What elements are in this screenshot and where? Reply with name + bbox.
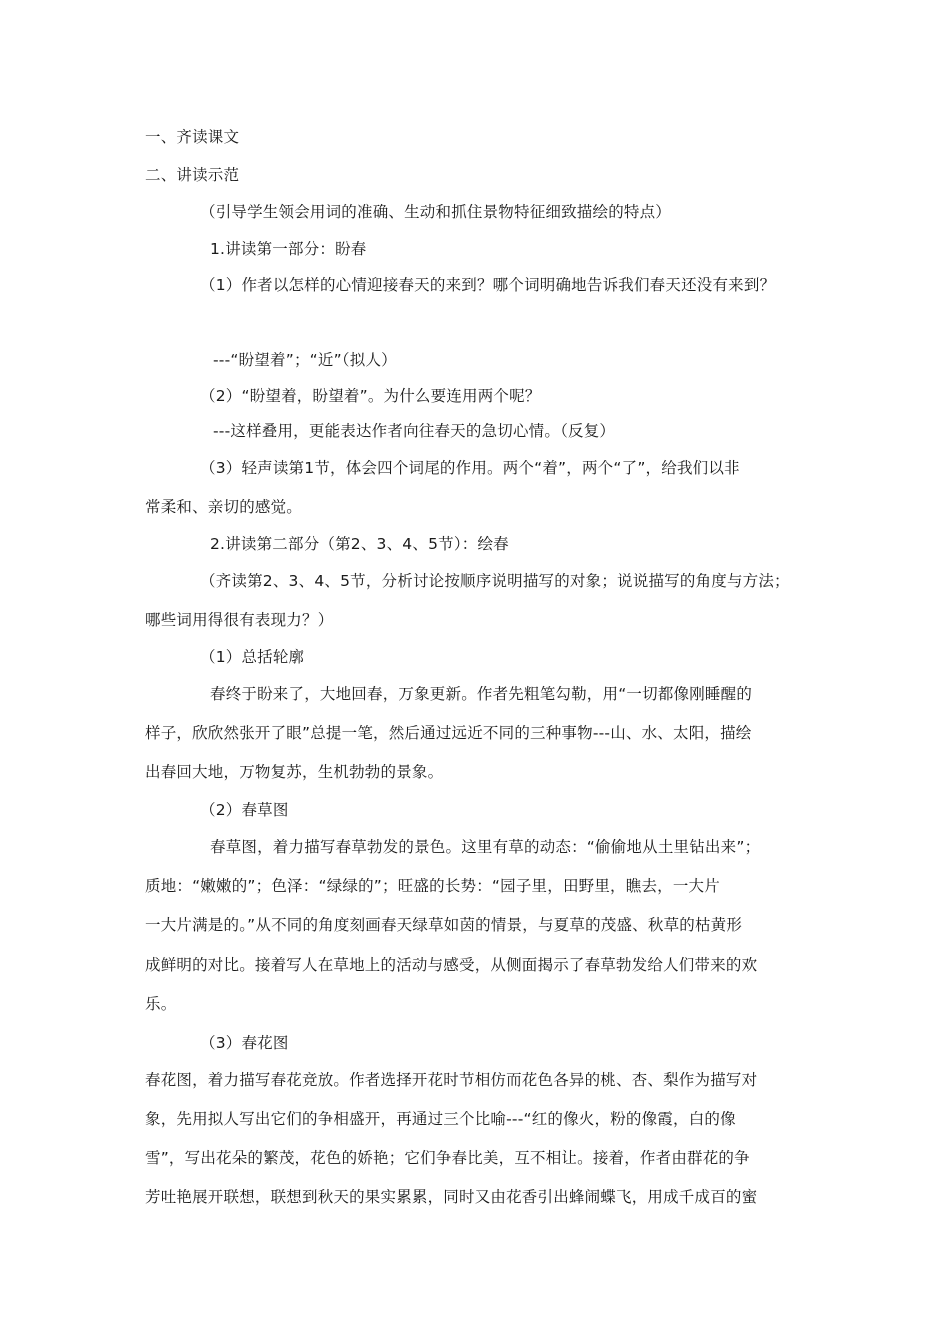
flowers-para-line-2: 象，先用拟人写出它们的争相盛开，再通过三个比喻---“红的像火，粉的像霞，白的像 (145, 1110, 736, 1128)
overview-para-line-2: 样子，欣欣然张开了眼”总提一笔，然后通过远近不同的三种事物---山、水、太阳，描绘 (145, 724, 752, 742)
flowers-para-line-1: 春花图，着力描写春花竞放。作者选择开花时节相仿而花色各异的桃、杏、梨作为描写对 (145, 1071, 758, 1089)
overview-para-line-1: 春终于盼来了，大地回春，万象更新。作者先粗笔勾勒，用“一切都像刚睡醒的 (210, 685, 753, 703)
answer-2: ---这样叠用，更能表达作者向往春天的急切心情。（反复） (213, 422, 616, 440)
section-grass-heading: （2）春草图 (200, 801, 289, 819)
grass-para-line-5: 乐。 (145, 995, 177, 1013)
part-one-heading: 1.讲读第一部分：盼春 (210, 240, 367, 258)
part-two-note-line-1: （齐读第2、3、4、5节，分析讨论按顺序说明描写的对象；说说描写的角度与方法； (200, 572, 790, 590)
grass-para-line-2: 质地：“嫩嫩的”；色泽：“绿绿的”；旺盛的长势：“园子里，田野里，瞧去，一大片 (145, 877, 720, 895)
section-flowers-heading: （3）春花图 (200, 1034, 289, 1052)
part-two-note-line-2: 哪些词用得很有表现力？） (145, 611, 334, 629)
flowers-para-line-4: 芳吐艳展开联想，联想到秋天的果实累累，同时又由花香引出蜂闹蝶飞，用成千成百的蜜 (145, 1188, 758, 1206)
section-overview-heading: （1）总括轮廓 (200, 648, 305, 666)
question-3-line-1: （3）轻声读第1节，体会四个词尾的作用。两个“着”，两个“了”，给我们以非 (200, 459, 740, 477)
guidance-note: （引导学生领会用词的准确、生动和抓住景物特征细致描绘的特点） (200, 203, 672, 221)
question-2: （2）“盼望着，盼望着”。为什么要连用两个呢？ (200, 387, 541, 405)
grass-para-line-1: 春草图，着力描写春草勃发的景色。这里有草的动态：“偷偷地从土里钻出来”； (210, 838, 761, 856)
flowers-para-line-3: 雪”，写出花朵的繁茂，花色的娇艳；它们争春比美，互不相让。接着，作者由群花的争 (145, 1149, 750, 1167)
answer-1: ---“盼望着”；“近”（拟人） (213, 351, 397, 369)
question-3-line-2: 常柔和、亲切的感觉。 (145, 498, 303, 516)
grass-para-line-4: 成鲜明的对比。接着写人在草地上的活动与感受，从侧面揭示了春草勃发给人们带来的欢 (145, 956, 758, 974)
heading-demonstration: 二、讲读示范 (145, 166, 240, 184)
question-1: （1）作者以怎样的心情迎接春天的来到？哪个词明确地告诉我们春天还没有来到？ (200, 276, 776, 294)
part-two-heading: 2.讲读第二部分（第2、3、4、5节）：绘春 (210, 535, 509, 553)
heading-read-aloud: 一、齐读课文 (145, 128, 240, 146)
overview-para-line-3: 出春回大地，万物复苏，生机勃勃的景象。 (145, 763, 444, 781)
grass-para-line-3: 一大片满是的。”从不同的角度刻画春天绿草如茵的情景，与夏草的茂盛、秋草的枯黄形 (145, 916, 743, 934)
